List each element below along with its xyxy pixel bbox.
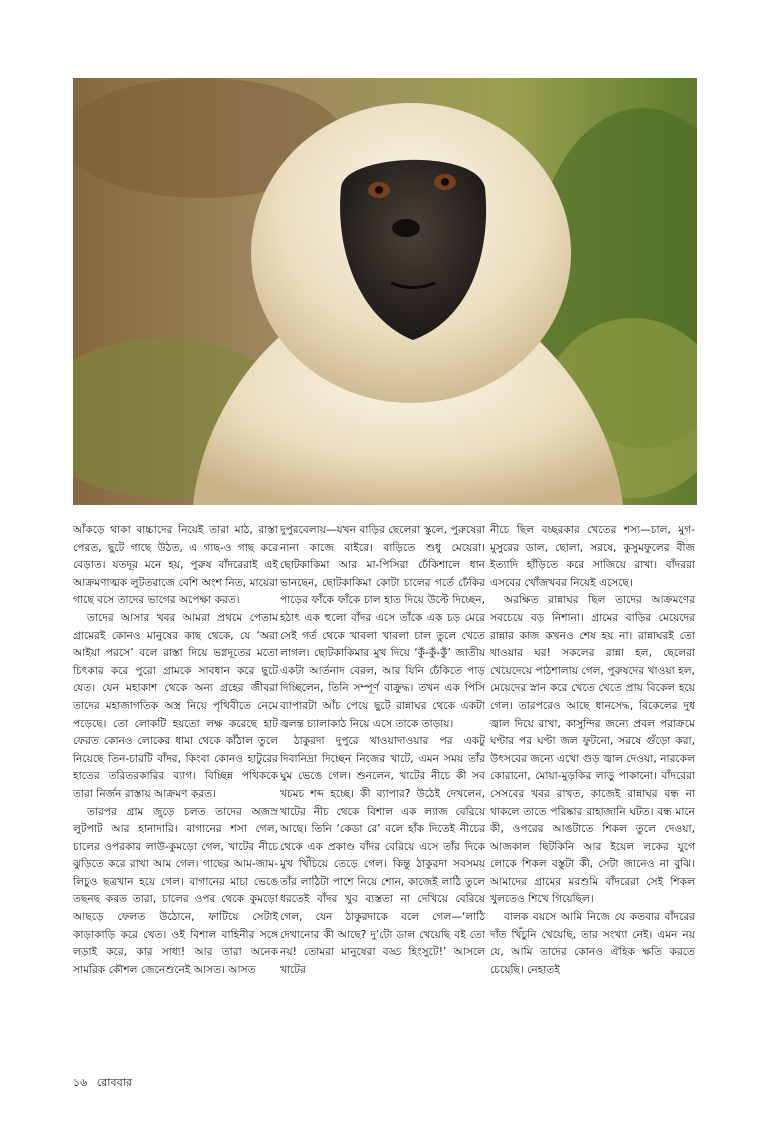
langur-illustration: [73, 78, 697, 505]
page-footer: [73, 1074, 138, 1093]
text-column-2: [280, 522, 485, 1062]
paragraph: আঁকড়ে থাকা বাচ্চাদের নিয়েই তারা মাঠ, রাস্তা পেরত, ছুটে গাছে উঠত, এ গাছ-ও গাছ করে বেড়াত। যতদূর মনে হয়, পুরুষ বাঁদরেরাই এই আক্রমণাত্মক লুটতরাজে বেশি অংশ নিত, মায়েরা গাছে বসে তাদের ভাগের অপেক্ষা করত।: [73, 524, 278, 607]
paragraph: অরক্ষিত রান্নাঘর ছিল তাদের আক্রমণের সবচেয়ে বড় নিশানা। গ্রামের বাড়ির মেয়েদের রান্নার কাজ কখনও শেষ হয় না। রান্নাঘরই তো খাওয়ার ঘর! সকলের রান্না হল, ছেলেরা খেয়েদেয়ে পাঠশালায় গেল, পুরুষদের খাওয়া হল, মেয়েদের স্নান করে খেতে খেতে প্রায় বিকেল হয়ে গেল। তারপরেও আছে ধানসেদ্ধ, বিকেলের দুধ জ্বাল দিয়ে রাখা, কাসুন্দির জন্যে প্রবল পরাক্রমে ঘণ্টার পর ঘণ্টা জল ফুটনো, সরষে গুঁড়ো করা, উৎসবের জন্যে এখো গুড় জ্বাল দেওয়া, নারকেল কোরানো, মোয়া-মুড়কির লাড়ু পাকানো। বাঁদরেরা সেসবের খবর রাখত, কাজেই রান্নাঘর বন্ধ না থাকলে তাতে পরিষ্কার রাহাজানি ঘটত। বন্ধ মানে কী, ওপরের আঙটাতে শিকল তুলে দেওয়া, আজকাল ছিটকিনি আর ইয়েল লকের যুগে লোকে শিকল বস্তুটা কী, সেটা জানেও না বুঝি। আমাদের গ্রামের মরশুমি বাঁদরেরা সেই শিকল খুলতেও শিখে গিয়েছিল।: [490, 594, 695, 906]
paragraph: তারপর গ্রাম জুড়ে চলত তাদের অজস্র লুটপাট আর হানাদারি। বাগানের শসা গেল, চালের ওপরকার লাউ-কুমড়ো গেল, খাটের নীচে ঝুড়িতে করে রাখা আম গেল। গাছের আম-জাম-লিচুও ছত্রখান হয়ে গেল। বাগানের মাচা ভেঙে তছনছ করত তারা, চালের ওপর থেকে কুমড়ো আছড়ে ফেলত উঠোনে, ফাটিয়ে সেটাই কাড়াকাড়ি করে খেত। ওই বিশাল বাহিনীর সঙ্গে লড়াই করে, কার সাধ্য! আর তারা অনেক সামরিক কৌশল জেনেশুনেই আসত। আসত: [73, 805, 278, 976]
paragraph: তাদের আসার খবর আমরা প্রথমে পেতাম গ্রামেরই কোনও মানুষের কাছ থেকে, যে ‘অরা আইয়া পরসে’ বলে রাস্তা দিয়ে ভগ্নদূতের মতো চিৎকার করে পুরো গ্রামকে সাবধান করে ছুটে যেত। যেন মহাকাশ থেকে অন্য গ্রহের জীবরা তাদের মহাজাগতিক অস্ত্র নিয়ে পৃথিবীতে নেমে পড়েছে। তো লোকটি হয়তো লক্ষ করেছে হাট ফেরত কোনও লোকের ধামা থেকে কাঁঠাল তুলে নিয়েছে তিন-চারটি বাঁদর, কিংবা কোনও হাটুরের হাতের তরিতরকারির ব্যাগ। বিচ্ছিন্ন পথিককে তারা নির্জন রাস্তায় আক্রমণ করত।: [73, 611, 278, 800]
paragraph: বালক বয়সে আমি নিজে যে কতবার বাঁদরের দাঁত খিঁচুনি খেয়েছি, তার সংখ্যা নেই। এমন নয় যে, আমি তাদের কোনও ঐহিক ক্ষতি করতে চেয়েছি। নেহাতই: [490, 911, 695, 976]
paragraph: ঠাকুরদা দুপুরে খাওয়াদাওয়ার পর একটু দিবানিদ্রা দিচ্ছেন নিজের খাটে, এমন সময় তাঁর ঘুম ভেঙে গেল। শুনলেন, খাটের নীচে কী সব খচমচ শব্দ হচ্ছে। কী ব্যাপার? উঠেই দেখলেন, খাটের নীচ থেকে বিশাল এক ল্যাজ বেরিয়ে আছে। তিনি ‘কেডা রে’ বলে হাঁক দিতেই নীচের থেকে এক প্রকাণ্ড বাঁদর বেরিয়ে এসে তাঁর দিকে মুখ খিঁচিয়ে তেড়ে গেল। কিন্তু ঠাকুরদা সবসময় তাঁর লাঠিটা পাশে নিয়ে শোন, কাজেই লাঠি তুলে ধরতেই বাঁদর খুব ব্যস্ততা না দেখিয়ে বেরিয়ে গেল, যেন ঠাকুরদাকে বলে গেল—‘লাঠি দেখানোর কী আছে? দু’টো ডাল খেয়েছি বই তো নয়! তোমরা মানুষেরা বড্ড হিংসুটে!’ আসলে খাটের: [280, 735, 485, 976]
magazine-name: রোববার: [96, 1076, 132, 1089]
text-column-1: [73, 522, 278, 1062]
langur-photo: [73, 78, 697, 505]
page-number: ১৬: [73, 1076, 88, 1089]
paragraph: নীচে ছিল বচ্ছরকার খেতের শস্য—চাল, মুগ-মুসুরের ডাল, ছোলা, সরষে, কুসুমফুলের বীজ ইত্যাদি হাঁড়িতে করে সাজিয়ে রাখা। বাঁদররা এসবের খোঁজখবর নিয়েই এসেছে।: [490, 524, 695, 589]
paragraph: দুপুরবেলায়—যখন বাড়ির ছেলেরা স্কুলে, পুরুষেরা নানা কাজে বাইরে। বাড়িতে শুধু মেয়েরা। ছোটকাকিমা আর মা-পিসিরা ঢেঁকিশালে ধান ভানছেন, ছোটকাকিমা কোটা চালের গর্তে ঢেঁকির পাড়ের ফাঁকে ফাঁকে চাল হাত দিয়ে উল্টে দিচ্ছেন, হঠাৎ এক হুলো বাঁদর এসে তাঁকে এক চড় মেরে সেই গর্ত থেকে খাবলা খাবলা চাল তুলে খেতে লাগল। ছোটকাকিমার মুখ দিয়ে ‘কুঁ-কুঁ-কুঁ’ জাতীয় একটা আর্তনাদ বেরল, আর যিনি ঢেঁকিতে পাড় দিচ্ছিলেন, তিনি সম্পূর্ণ বাক্রুদ্ধ। তখন এক পিসি ব্যাপারটা আঁচ পেয়ে ছুটে রান্নাঘর থেকে একটা জ্বলন্ত চ্যালাকাঠ নিয়ে এসে তাকে তাড়ায়।: [280, 524, 485, 730]
text-column-3: [490, 522, 695, 1062]
